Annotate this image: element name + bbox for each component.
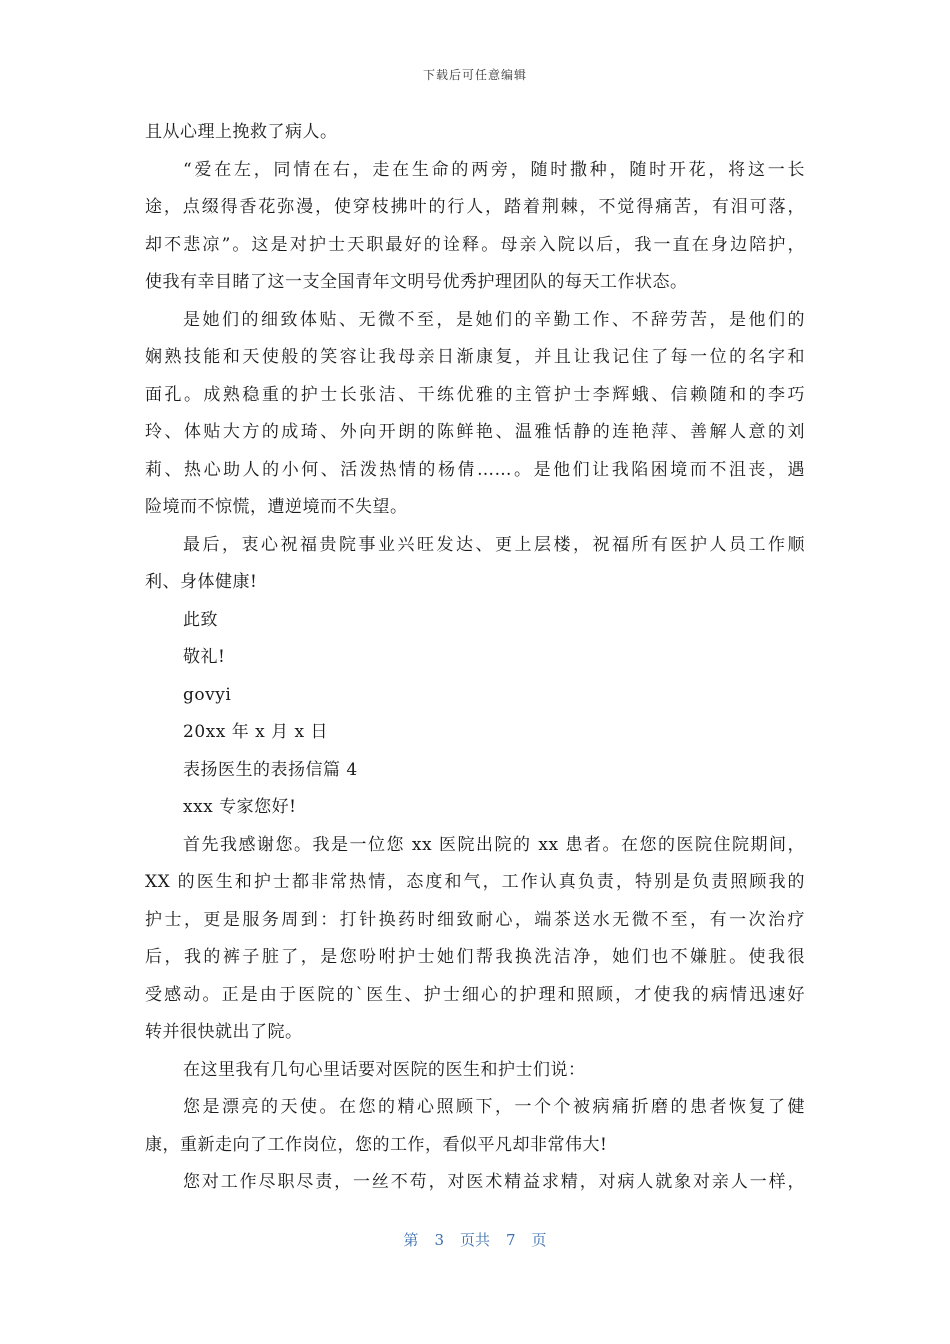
text-line: 且从心理上挽救了病人。 <box>145 122 338 142</box>
page-header <box>0 66 950 83</box>
text-line: 险境而不惊慌，遭逆境而不失望。 <box>145 497 408 517</box>
footer-prefix: 第 <box>403 1231 419 1249</box>
text-line: 康，重新走向了工作岗位，您的工作，看似平凡却非常伟大! <box>145 1134 608 1155</box>
text-line: 在这里我有几句心里话要对医院的医生和护士们说： <box>183 1059 586 1080</box>
text-line: 后，我的裤子脏了，是您吩咐护士她们帮我换洗洁净，她们也不嫌脏。使我很 <box>145 947 805 967</box>
text-line: 受感动。正是由于医院的`医生、护士细心的护理和照顾，才使我的病情迅速好 <box>145 984 805 1005</box>
text-line: 娴熟技能和天使般的笑容让我母亲日渐康复，并且让我记住了每一位的名字和 <box>145 347 805 367</box>
text-line: 面孔。成熟稳重的护士长张洁、干练优雅的主管护士李辉蛾、信赖随和的李巧 <box>145 384 805 405</box>
text-line: 首先我感谢您。我是一位您 xx 医院出院的 xx 患者。在您的医院住院期间， <box>183 834 805 855</box>
footer-page-number: 3 <box>434 1231 444 1249</box>
text-line: 是她们的细致体贴、无微不至，是她们的辛勤工作、不辞劳苦，是他们的 <box>183 309 805 330</box>
text-line: 此致 <box>183 609 218 630</box>
page-footer <box>0 1229 950 1250</box>
header-note: 下载后可任意编辑 <box>422 68 527 82</box>
footer-total-pages: 7 <box>506 1231 516 1249</box>
text-line: 敬礼! <box>183 647 226 667</box>
text-line: 护士，更是服务周到：打针换药时细致耐心，端茶送水无微不至，有一次治疗 <box>145 909 805 930</box>
text-line: 莉、热心助人的小何、活泼热情的杨倩……。是他们让我陷困境而不沮丧，遇 <box>145 459 805 480</box>
footer-middle: 页共 <box>459 1231 490 1249</box>
text-line: 您是漂亮的天使。在您的精心照顾下，一个个被病痛折磨的患者恢复了健 <box>183 1097 805 1117</box>
text-line: XX 的医生和护士都非常热情，态度和气，工作认真负责，特别是负责照顾我的 <box>145 872 805 892</box>
text-line: 表扬医生的表扬信篇 4 <box>183 759 358 780</box>
text-line: 您对工作尽职尽责，一丝不苟，对医术精益求精，对病人就象对亲人一样， <box>183 1172 805 1192</box>
text-line: 20xx 年 x 月 x 日 <box>183 722 329 742</box>
text-line: xxx 专家您好! <box>183 797 297 817</box>
text-line: 途，点缀得香花弥漫，使穿枝拂叶的行人，踏着荆棘，不觉得痛苦，有泪可落， <box>145 197 805 217</box>
footer-suffix: 页 <box>531 1231 547 1249</box>
document-body <box>145 114 805 1202</box>
text-line: 转并很快就出了院。 <box>145 1022 303 1042</box>
text-line: 最后，衷心祝福贵院事业兴旺发达、更上层楼，祝福所有医护人员工作顺 <box>183 534 805 555</box>
text-line: 却不悲凉”。这是对护士天职最好的诠释。母亲入院以后，我一直在身边陪护， <box>145 234 805 255</box>
text-line: 利、身体健康! <box>145 572 258 592</box>
text-line: “爱在左，同情在右，走在生命的两旁，随时撒种，随时开花，将这一长 <box>183 159 805 180</box>
text-line: 玲、体贴大方的成琦、外向开朗的陈鲜艳、温雅恬静的连艳萍、善解人意的刘 <box>145 422 805 442</box>
text-line: govyi <box>183 684 232 705</box>
text-line: 使我有幸目睹了这一支全国青年文明号优秀护理团队的每天工作状态。 <box>145 272 688 292</box>
